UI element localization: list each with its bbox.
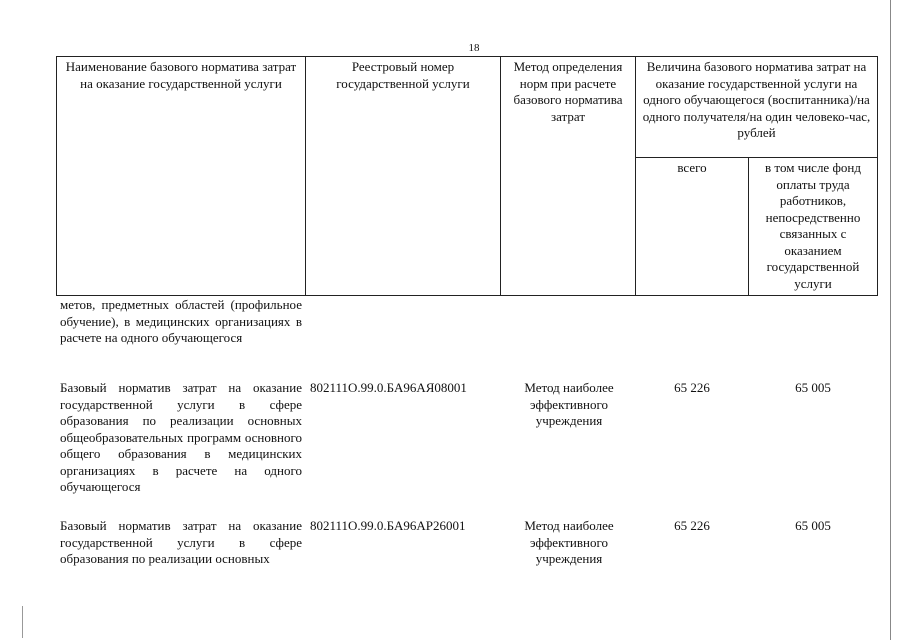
row-2-fund: 65 005 [795,518,831,533]
continuation-text: метов, предметных областей (профильное обучение), в медицинских организациях в расчете на одного обучающегося [60,297,302,345]
row-1-registry: 802111О.99.0.БА96АЯ08001 [310,380,467,395]
header-col-registry [305,56,501,296]
header-col-total-text: всего [677,160,707,175]
header-col-method [500,56,636,296]
row-2-name: Базовый норматив затрат на оказание государственной услуги в сфере образования по реализации основных [60,518,302,566]
header-col-name-text: Наименование базового норматива затрат на оказание государственной услуги [65,59,297,91]
row-2-registry: 802111О.99.0.БА96АР26001 [310,518,466,533]
header-col-total [635,157,749,296]
row-2-method: Метод наиболее эффективного учреждения [524,518,614,566]
row-1-name: Базовый норматив затрат на оказание государственной услуги в сфере образования по реализации основных общеобразовательных программ основного общего образования в медицинских организациях в расчете на одного обучающегося [60,380,302,494]
row-1-method: Метод наиболее эффективного учреждения [524,380,614,428]
header-col-value-text: Величина базового норматива затрат на оказание государственной услуги на одного обучающегося (воспитанника)/на одного получателя/на один человеко-час, рублей [642,59,871,140]
header-col-fund-text: в том числе фонд оплаты труда работников, непосредственно связанных с оказанием государственной услуги [765,160,861,291]
header-col-value [635,56,878,158]
header-col-method-text: Метод определения норм при расчете базового норматива затрат [513,59,623,124]
header-col-name [56,56,306,296]
row-2-total: 65 226 [674,518,710,533]
row-1-fund: 65 005 [795,380,831,395]
page-edge-line [890,0,891,640]
header-col-fund [748,157,878,296]
page-number: 18 [468,42,480,54]
scan-mark [22,606,23,638]
row-1-total: 65 226 [674,380,710,395]
header-col-registry-text: Реестровый номер государственной услуги [336,59,470,91]
